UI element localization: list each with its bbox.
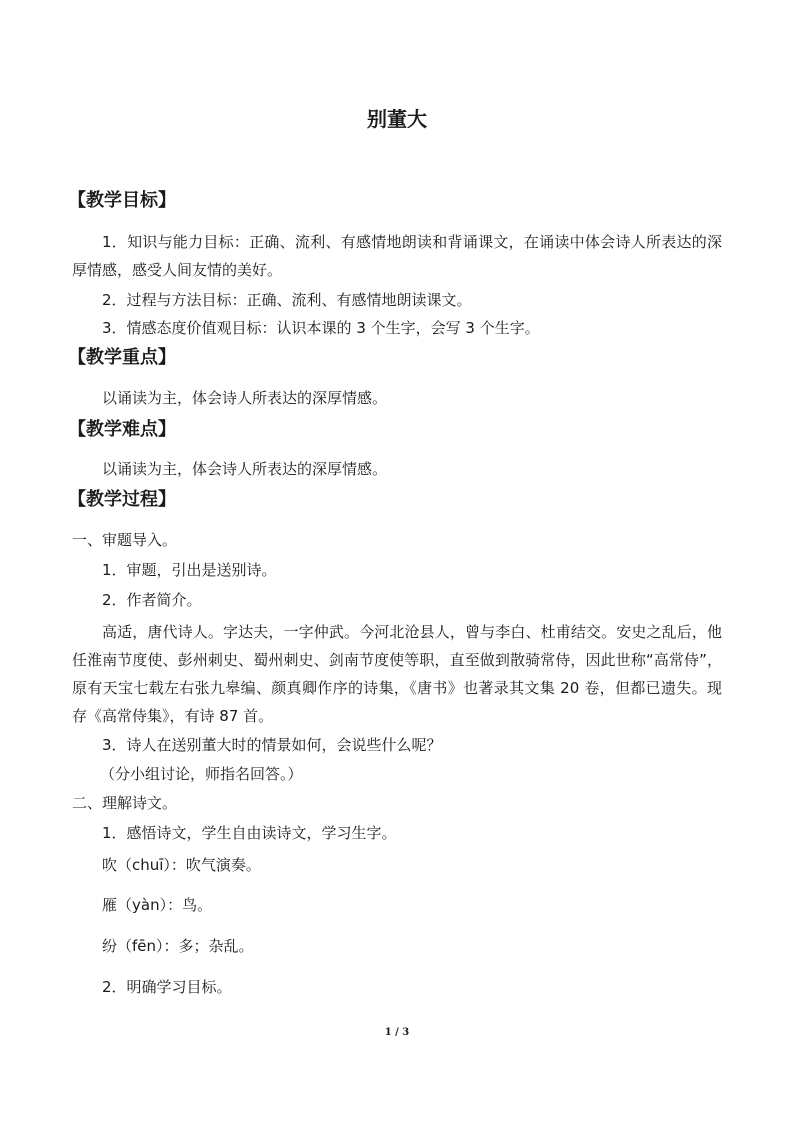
objective-item-2: 2．过程与方法目标：正确、流利、有感情地朗读课文。 [102, 291, 472, 309]
part1-step-1: 1．审题，引出是送别诗。 [102, 561, 277, 579]
objectives-heading: 【教学目标】 [68, 190, 176, 211]
part1-step-3-note: （分小组讨论，师指名回答。） [100, 765, 303, 783]
objective-item-1: 1．知识与能力目标：正确、流利、有感情地朗读和背诵课文，在诵读中体会诗人所表达的深厚情感，感受人间友情的美好。 [72, 233, 722, 279]
objective-item-3: 3．情感态度价值观目标：认识本课的 3 个生字，会写 3 个生字。 [102, 319, 540, 337]
page-number: 1 / 3 [384, 1027, 410, 1038]
part1-step-2: 2．作者简介。 [102, 591, 202, 609]
key-points-heading: 【教学重点】 [68, 347, 176, 368]
part1-step-3: 3．诗人在送别董大时的情景如何，会说些什么呢？ [102, 736, 442, 754]
part2-title: 二、理解诗文。 [72, 794, 178, 812]
vocab-item-2: 雁（yàn）：鸟。 [102, 896, 213, 914]
author-bio: 高适，唐代诗人。字达夫，一字仲武。今河北沧县人，曾与李白、杜甫结交。安史之乱后，他任淮南节度使、彭州刺史、蜀州刺史、剑南节度使等职，直至做到散骑常侍，因此世称“高常侍”，原有天宝七载左右张九皋编、颜真卿作序的诗集，《唐书》也著录其文集 20 卷，但都已遗失。现存《高常侍集》，有诗 87 首。 [72, 623, 722, 725]
part1-title: 一、审题导入。 [72, 531, 178, 549]
key-points-text: 以诵读为主，体会诗人所表达的深厚情感。 [102, 389, 388, 407]
process-heading: 【教学过程】 [68, 489, 176, 510]
vocab-item-1: 吹（chuī）：吹气演奏。 [102, 856, 261, 874]
vocab-item-3: 纷（fēn）：多；杂乱。 [102, 937, 254, 955]
part2-step-2: 2．明确学习目标。 [102, 978, 232, 996]
difficulties-text: 以诵读为主，体会诗人所表达的深厚情感。 [102, 460, 388, 478]
difficulties-heading: 【教学难点】 [68, 419, 176, 440]
part2-step-1: 1．感悟诗文，学生自由读诗文，学习生字。 [102, 824, 397, 842]
page-title: 别董大 [367, 107, 427, 131]
